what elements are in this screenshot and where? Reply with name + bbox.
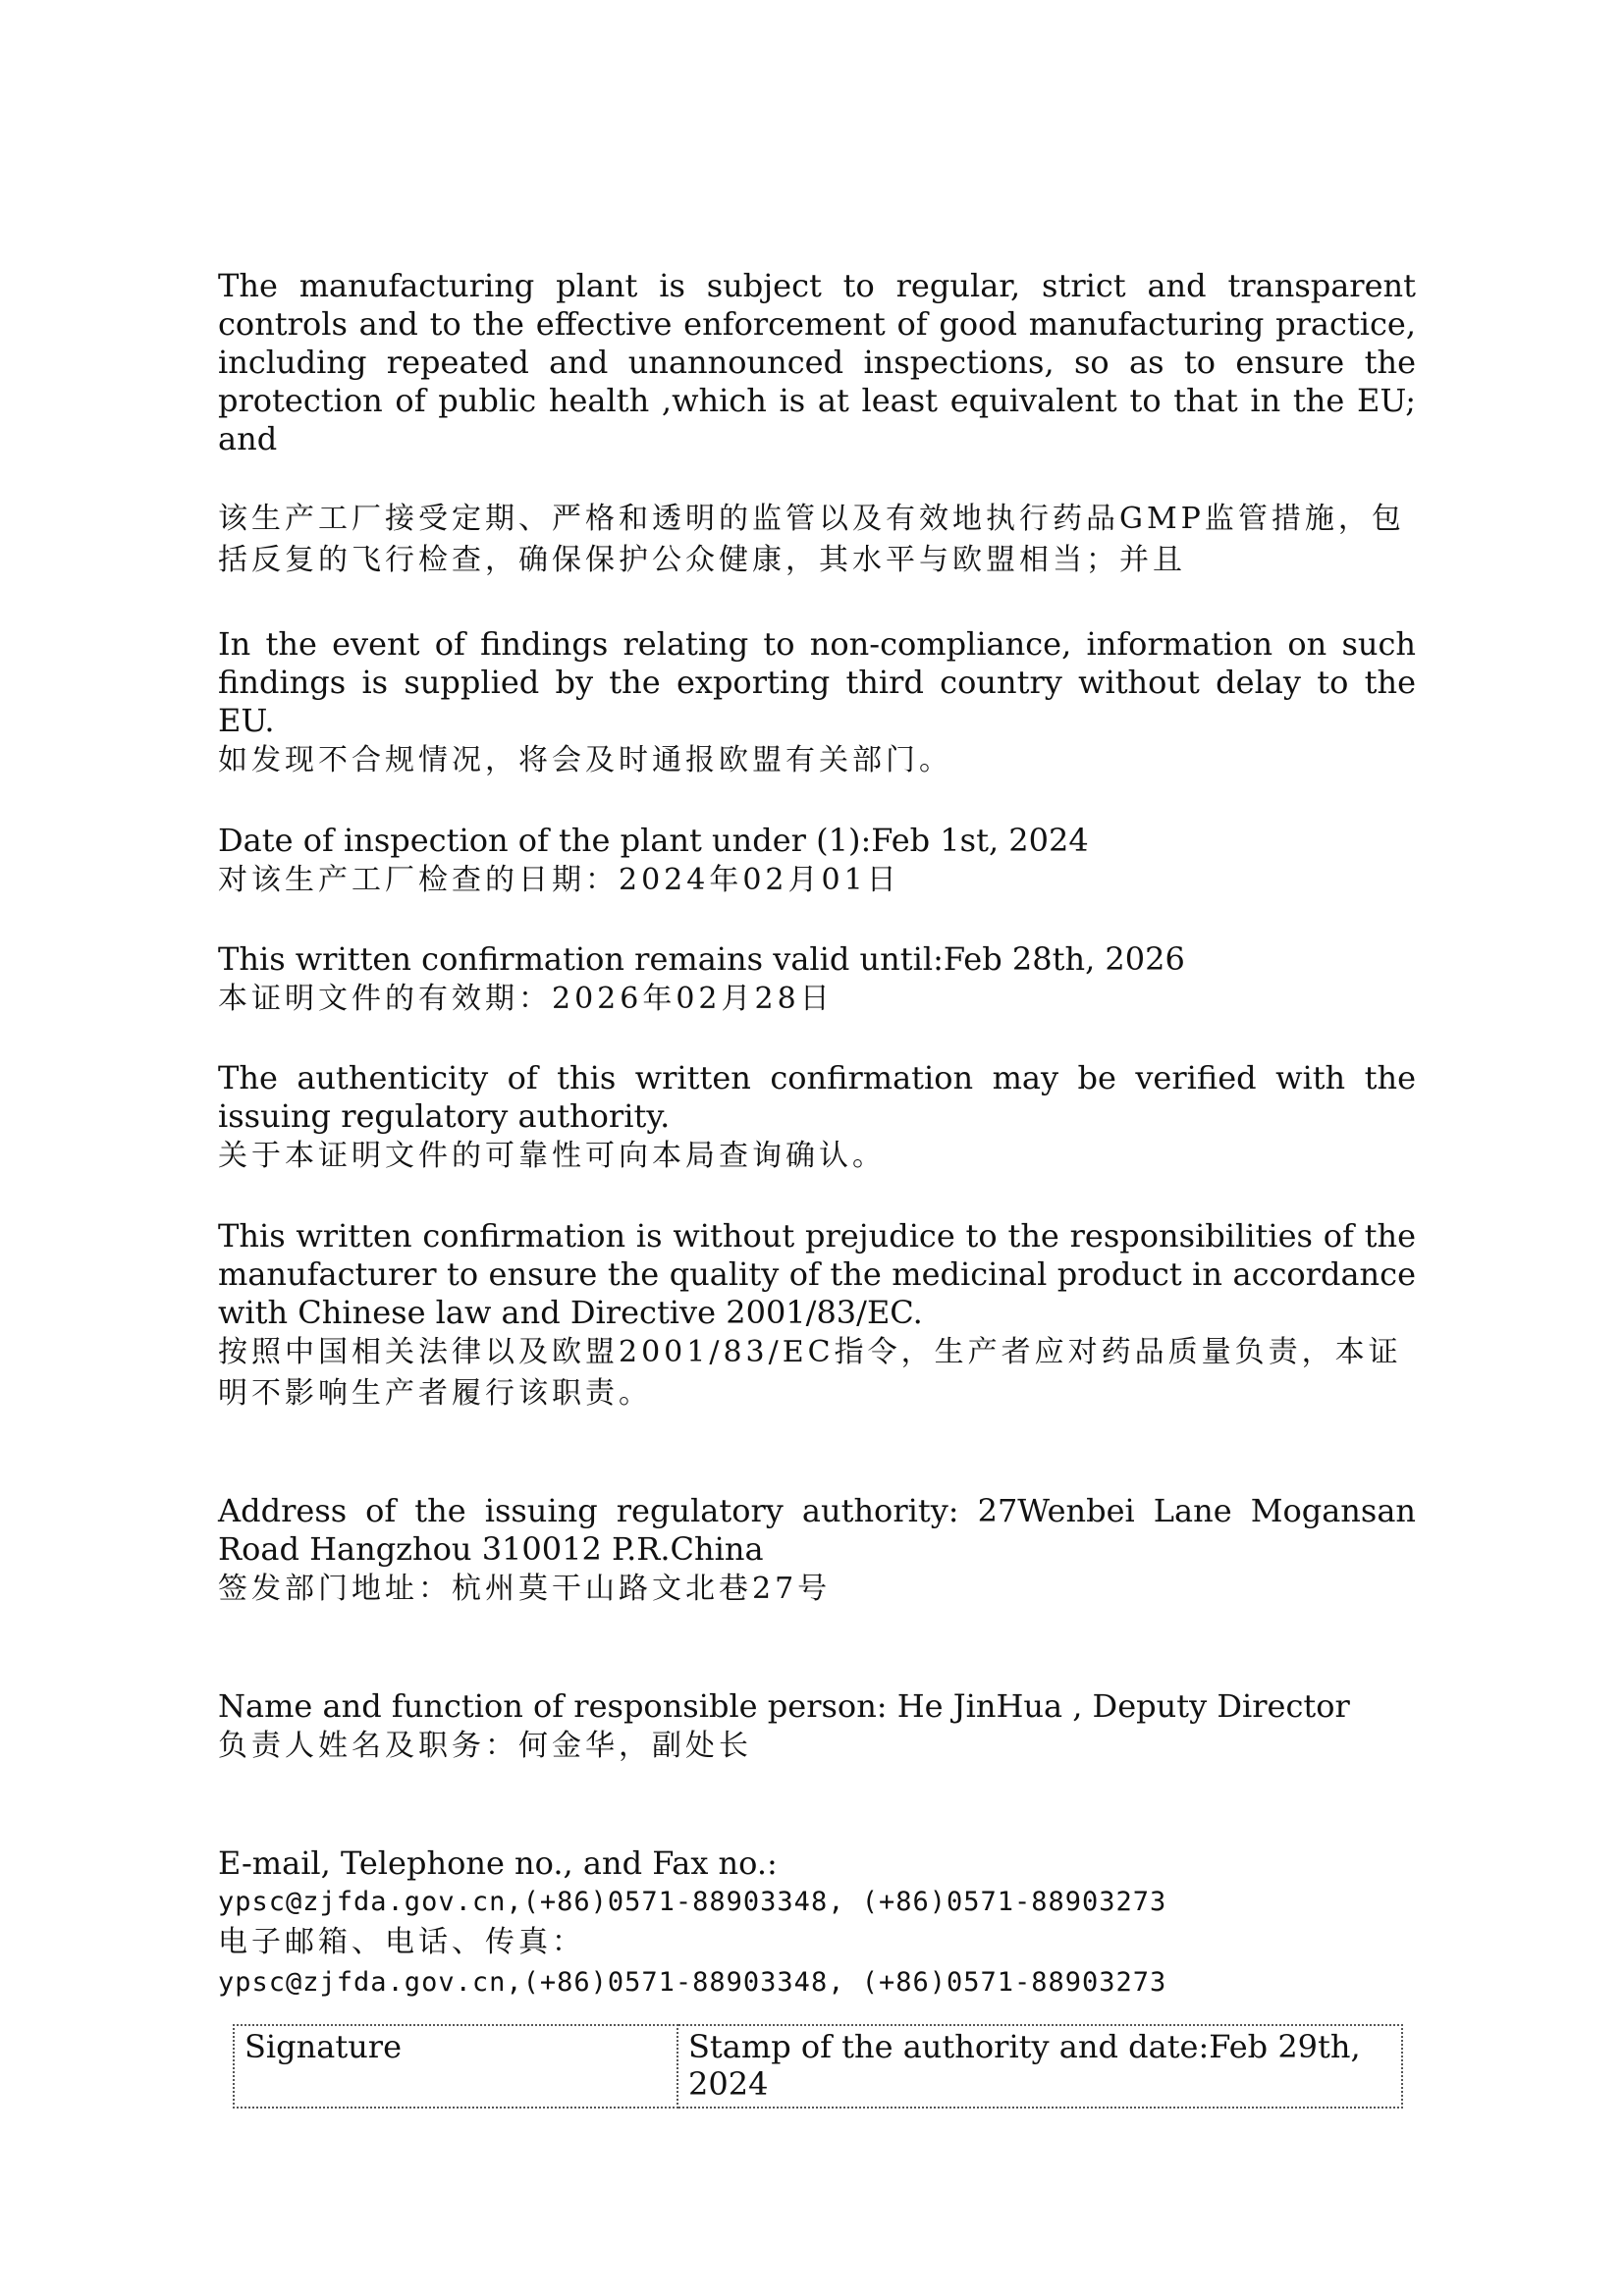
address-zh: 签发部门地址：杭州莫干山路文北巷27号 — [218, 1572, 832, 1606]
signature-table-row — [234, 2025, 1402, 2108]
inspection-date-en: Date of inspection of the plant under (1):Feb 1st, 2024 — [218, 822, 1089, 859]
prejudice-zh: 按照中国相关法律以及欧盟2001/83/EC指令，生产者应对药品质量负责，本证明不影响生产者履行该职责。 — [218, 1335, 1402, 1411]
findings-paragraph-en: In the event of findings relating to non-compliance, information on such findings is supplied by the exporting third country without delay to the EU. — [218, 625, 1416, 739]
address-section — [218, 1492, 1416, 1610]
signature-table — [233, 2024, 1403, 2109]
responsible-person-zh: 负责人姓名及职务：何金华，副处长 — [218, 1729, 752, 1763]
contact-heading-zh: 电子邮箱、电话、传真： — [218, 1925, 585, 1959]
contact-line-1: ypsc@zjfda.gov.cn,(+86)0571-88903348, (+86)0571-88903273 — [218, 1887, 1167, 1917]
validity-zh: 本证明文件的有效期：2026年02月28日 — [218, 982, 834, 1016]
address-en: Address of the issuing regulatory authority: 27Wenbei Lane Mogansan Road Hangzhou 310012 P.R.China — [218, 1492, 1416, 1568]
findings-section — [218, 625, 1416, 781]
controls-section-zh — [218, 499, 1416, 581]
authenticity-zh: 关于本证明文件的可靠性可向本局查询确认。 — [218, 1139, 886, 1173]
responsible-person-en: Name and function of responsible person: He JinHua , Deputy Director — [218, 1687, 1350, 1725]
signature-cell: Signature — [234, 2025, 677, 2108]
controls-section — [218, 267, 1416, 458]
responsible-person-section — [218, 1687, 1416, 1767]
prejudice-section — [218, 1217, 1416, 1415]
controls-paragraph-zh: 该生产工厂接受定期、严格和透明的监管以及有效地执行药品GMP监管措施，包括反复的飞行检查，确保保护公众健康，其水平与欧盟相当；并且 — [218, 502, 1405, 577]
contact-heading-en: E-mail, Telephone no., and Fax no.: — [218, 1844, 778, 1882]
authenticity-en: The authenticity of this written confirmation may be verified with the issuing regulatory authority. — [218, 1059, 1416, 1135]
controls-paragraph-en: The manufacturing plant is subject to regular, strict and transparent controls and to the effective enforcement of good manufacturing practice, including repeated and unannounced inspections, so as to ensure the protection of public health ,which is at least equivalent to that in the EU; and — [218, 267, 1416, 457]
inspection-date-section — [218, 822, 1416, 901]
findings-paragraph-zh: 如发现不合规情况，将会及时通报欧盟有关部门。 — [218, 743, 952, 777]
validity-en: This written confirmation remains valid until:Feb 28th, 2026 — [218, 940, 1185, 978]
validity-section — [218, 940, 1416, 1020]
contact-line-2: ypsc@zjfda.gov.cn,(+86)0571-88903348, (+86)0571-88903273 — [218, 1967, 1167, 1998]
inspection-date-zh: 对该生产工厂检查的日期：2024年02月01日 — [218, 863, 900, 897]
contact-section — [218, 1844, 1416, 2002]
prejudice-en: This written confirmation is without prejudice to the responsibilities of the manufacturer to ensure the quality of the medicinal product in accordance with Chinese law and Directive 2001/83/EC. — [218, 1217, 1416, 1331]
stamp-cell: Stamp of the authority and date:Feb 29th, 2024 — [677, 2025, 1402, 2108]
authenticity-section — [218, 1059, 1416, 1177]
